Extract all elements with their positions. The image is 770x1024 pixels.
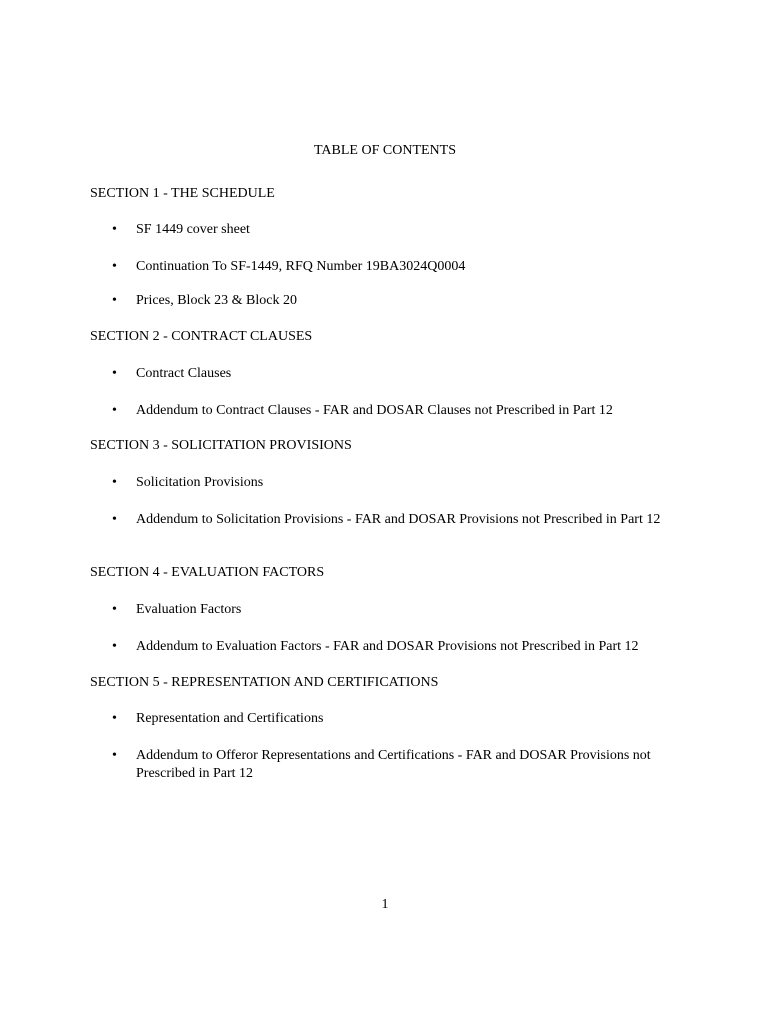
toc-item-label: Prices, Block 23 & Block 20 xyxy=(136,293,297,308)
bullet-icon: • xyxy=(112,748,117,763)
bullet-icon: • xyxy=(112,366,117,381)
toc-item-label: SF 1449 cover sheet xyxy=(136,222,250,237)
toc-item xyxy=(112,402,682,420)
section-heading-3: SECTION 3 - SOLICITATION PROVISIONS xyxy=(90,438,352,453)
toc-item xyxy=(112,365,682,383)
toc-item xyxy=(112,511,682,529)
toc-item-label: Solicitation Provisions xyxy=(136,475,264,490)
bullet-icon: • xyxy=(112,602,117,617)
toc-item xyxy=(112,258,682,276)
page-number: 1 xyxy=(381,897,389,912)
bullet-icon: • xyxy=(112,222,117,237)
toc-item xyxy=(112,710,682,728)
toc-item-label: Evaluation Factors xyxy=(136,602,242,617)
toc-item-label: Addendum to Solicitation Provisions - FAR and DOSAR Provisions not Prescribed in Part 12 xyxy=(136,512,661,527)
toc-item xyxy=(112,292,682,310)
toc-item-label: Addendum to Contract Clauses - FAR and DOSAR Clauses not Prescribed in Part 12 xyxy=(136,403,613,418)
toc-item-label: Contract Clauses xyxy=(136,366,232,381)
toc-item xyxy=(112,601,682,619)
section-heading-2: SECTION 2 - CONTRACT CLAUSES xyxy=(90,329,313,344)
toc-item xyxy=(112,474,682,492)
section-heading-4: SECTION 4 - EVALUATION FACTORS xyxy=(90,565,325,580)
bullet-icon: • xyxy=(112,475,117,490)
toc-title: TABLE OF CONTENTS xyxy=(314,143,456,158)
toc-item-label: Addendum to Offeror Representations and Certifications - FAR and DOSAR Provisions not Prescribed in Part 12 xyxy=(136,748,651,781)
toc-item-label: Addendum to Evaluation Factors - FAR and DOSAR Provisions not Prescribed in Part 12 xyxy=(136,639,639,654)
bullet-icon: • xyxy=(112,293,117,308)
bullet-icon: • xyxy=(112,711,117,726)
toc-item-label: Continuation To SF-1449, RFQ Number 19BA3024Q0004 xyxy=(136,259,466,274)
section-heading-5: SECTION 5 - REPRESENTATION AND CERTIFICATIONS xyxy=(90,675,439,690)
toc-item-label: Representation and Certifications xyxy=(136,711,324,726)
toc-item xyxy=(112,638,682,656)
bullet-icon: • xyxy=(112,259,117,274)
bullet-icon: • xyxy=(112,512,117,527)
toc-item xyxy=(112,221,682,239)
bullet-icon: • xyxy=(112,639,117,654)
toc-item xyxy=(112,747,682,783)
section-heading-1: SECTION 1 - THE SCHEDULE xyxy=(90,186,275,201)
bullet-icon: • xyxy=(112,403,117,418)
